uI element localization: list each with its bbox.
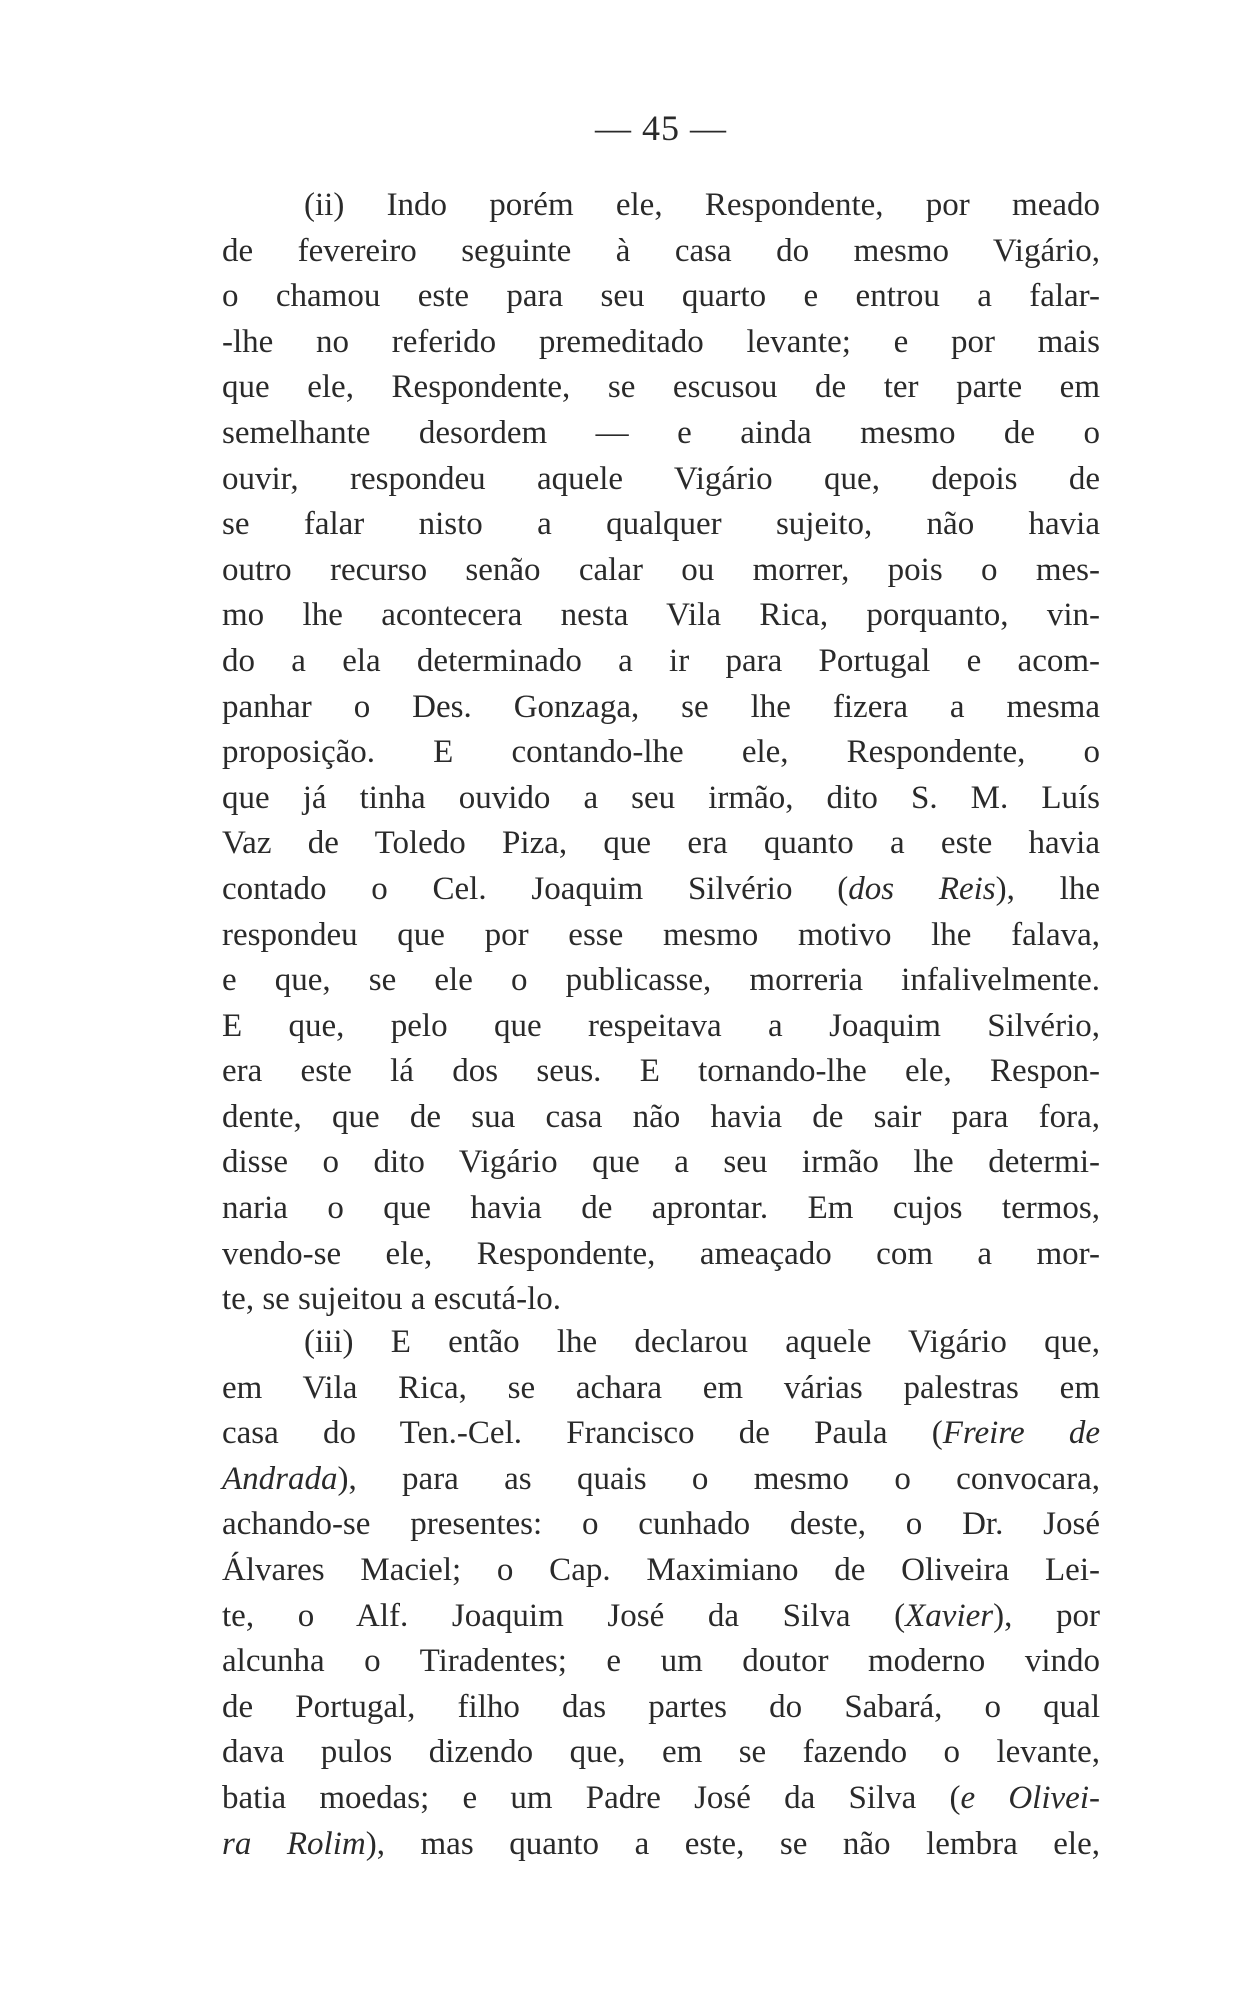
text-line: de fevereiro seguinte à casa do mesmo Vigário, (222, 232, 1100, 269)
page-number: — 45 — (595, 108, 727, 148)
text-line: respondeu que por esse mesmo motivo lhe falava, (222, 916, 1100, 953)
text-line: Vaz de Toledo Piza, que era quanto a este havia (222, 825, 1100, 862)
paragraph-iii (222, 1320, 1100, 1867)
text-line: ouvir, respondeu aquele Vigário que, depois de (222, 460, 1100, 497)
text-line: proposição. E contando-lhe ele, Respondente, o (222, 734, 1100, 771)
text-line: outro recurso senão calar ou morrer, pois o mes- (222, 551, 1100, 588)
text-line: semelhante desordem — e ainda mesmo de o (222, 414, 1100, 451)
text-line: (ii) Indo porém ele, Respondente, por meado (304, 187, 1100, 223)
text-line: que já tinha ouvido a seu irmão, dito S. M. Luís (222, 779, 1100, 816)
text-line: E que, pelo que respeitava a Joaquim Silvério, (222, 1007, 1100, 1044)
text-line: (iii) E então lhe declarou aquele Vigário que, (304, 1324, 1100, 1360)
text-line: Andrada), para as quais o mesmo o convocara, (222, 1460, 1100, 1497)
text-line: era este lá dos seus. E tornando-lhe ele, Respon- (222, 1053, 1100, 1090)
text-line: vendo-se ele, Respondente, ameaçado com a mor- (222, 1235, 1100, 1272)
text-line: o chamou este para seu quarto e entrou a falar- (222, 278, 1100, 315)
text-line: -lhe no referido premeditado levante; e por mais (222, 323, 1100, 360)
text-line: te, o Alf. Joaquim José da Silva (Xavier), por (222, 1597, 1100, 1634)
text-line: dente, que de sua casa não havia de sair para fora, (222, 1098, 1100, 1135)
text-line: se falar nisto a qualquer sujeito, não havia (222, 506, 1100, 543)
text-line: em Vila Rica, se achara em várias palestras em (222, 1369, 1100, 1406)
text-line: Álvares Maciel; o Cap. Maximiano de Oliveira Lei- (222, 1551, 1100, 1588)
text-line: casa do Ten.-Cel. Francisco de Paula (Freire de (222, 1415, 1101, 1452)
text-line: achando-se presentes: o cunhado deste, o Dr. José (222, 1506, 1100, 1543)
text-line: de Portugal, filho das partes do Sabará, o qual (222, 1688, 1100, 1725)
book-page (222, 0, 1100, 2000)
text-line: te, se sujeitou a escutá-lo. (222, 1281, 562, 1318)
text-line: naria o que havia de aprontar. Em cujos termos, (222, 1190, 1100, 1227)
text-line: do a ela determinado a ir para Portugal e acom- (222, 642, 1100, 679)
text-line: que ele, Respondente, se escusou de ter parte em (222, 369, 1100, 406)
text-line: disse o dito Vigário que a seu irmão lhe determi- (222, 1144, 1100, 1181)
text-line: alcunha o Tiradentes; e um doutor moderno vindo (222, 1643, 1100, 1680)
text-line: dava pulos dizendo que, em se fazendo o levante, (222, 1734, 1100, 1771)
text-line: mo lhe acontecera nesta Vila Rica, porquanto, vin- (222, 597, 1100, 634)
text-line: contado o Cel. Joaquim Silvério (dos Reis), lhe (222, 870, 1100, 907)
text-line: e que, se ele o publicasse, morreria infalivelmente. (222, 962, 1100, 999)
text-line: batia moedas; e um Padre José da Silva (e Olivei- (222, 1779, 1100, 1816)
text-line: panhar o Des. Gonzaga, se lhe fizera a mesma (222, 688, 1100, 725)
paragraph-ii (222, 183, 1100, 1323)
text-line: ra Rolim), mas quanto a este, se não lembra ele, (222, 1825, 1100, 1862)
